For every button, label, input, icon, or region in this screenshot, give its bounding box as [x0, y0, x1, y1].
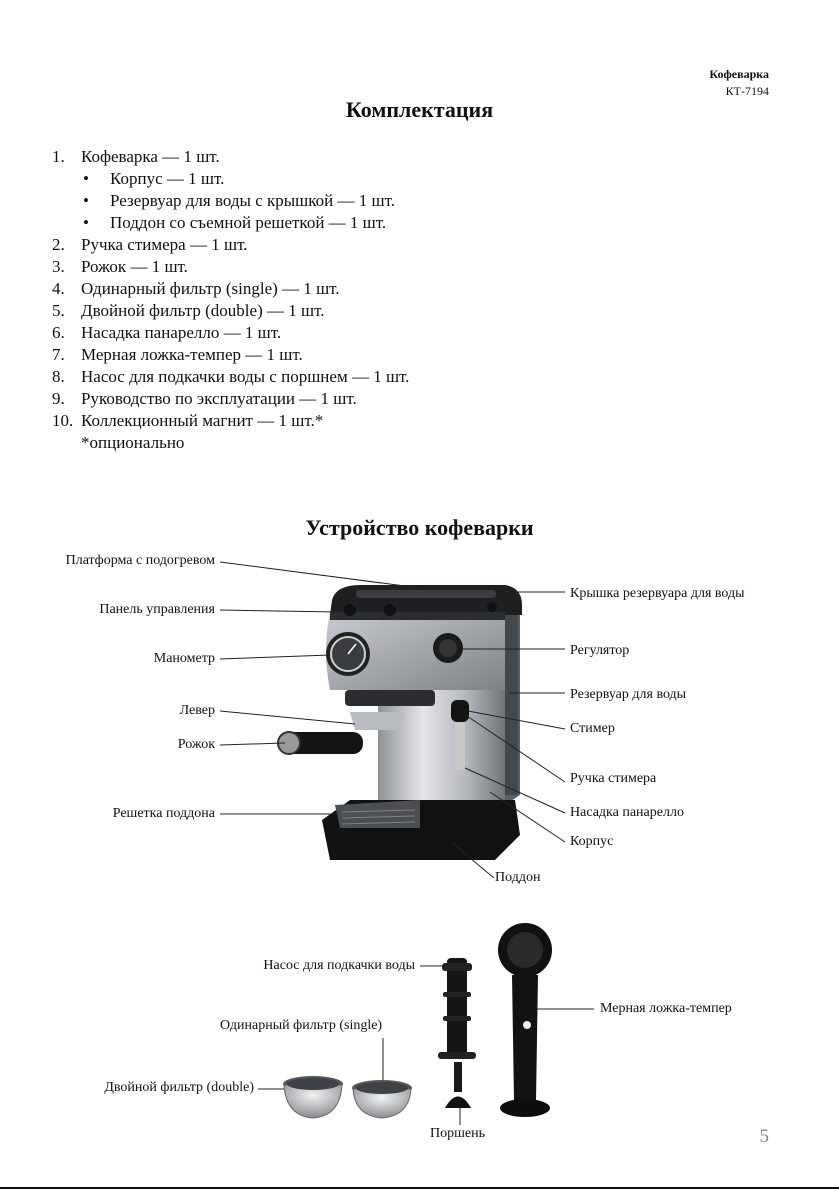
bottom-rule: [0, 1187, 839, 1189]
label-tank-lid: Крышка резервуара для воды: [570, 586, 745, 601]
label-measuring-scoop: Мерная ложка-темпер: [600, 1001, 732, 1016]
model-number: КТ-7194: [725, 84, 769, 98]
coffee-machine-image: [278, 585, 522, 860]
label-body: Корпус: [570, 834, 614, 849]
label-lever: Левер: [179, 703, 215, 718]
label-water-pump: Насос для подкачки воды: [263, 958, 415, 973]
label-water-tank: Резервуар для воды: [570, 687, 687, 702]
page-number: 5: [759, 1126, 769, 1147]
label-drip-tray: Поддон: [495, 870, 541, 885]
label-control-panel: Панель управления: [99, 602, 215, 617]
label-pressure-gauge: Манометр: [153, 651, 215, 666]
label-piston: Поршень: [430, 1126, 485, 1141]
contents-title: Комплектация: [345, 97, 494, 122]
label-portafilter: Рожок: [177, 737, 215, 752]
label-double-filter: Двойной фильтр (double): [104, 1080, 254, 1095]
label-steamer-handle: Ручка стимера: [570, 771, 657, 786]
label-single-filter: Одинарный фильтр (single): [220, 1018, 383, 1033]
label-panarello: Насадка панарелло: [570, 805, 684, 820]
device-title: Устройство кофеварки: [305, 515, 534, 540]
label-heating-platform: Платформа с подогревом: [65, 553, 215, 568]
label-regulator: Регулятор: [570, 643, 630, 658]
product-name: Кофеварка: [709, 67, 769, 81]
label-drip-grate: Решетка поддона: [112, 806, 215, 821]
label-steamer: Стимер: [570, 721, 615, 736]
